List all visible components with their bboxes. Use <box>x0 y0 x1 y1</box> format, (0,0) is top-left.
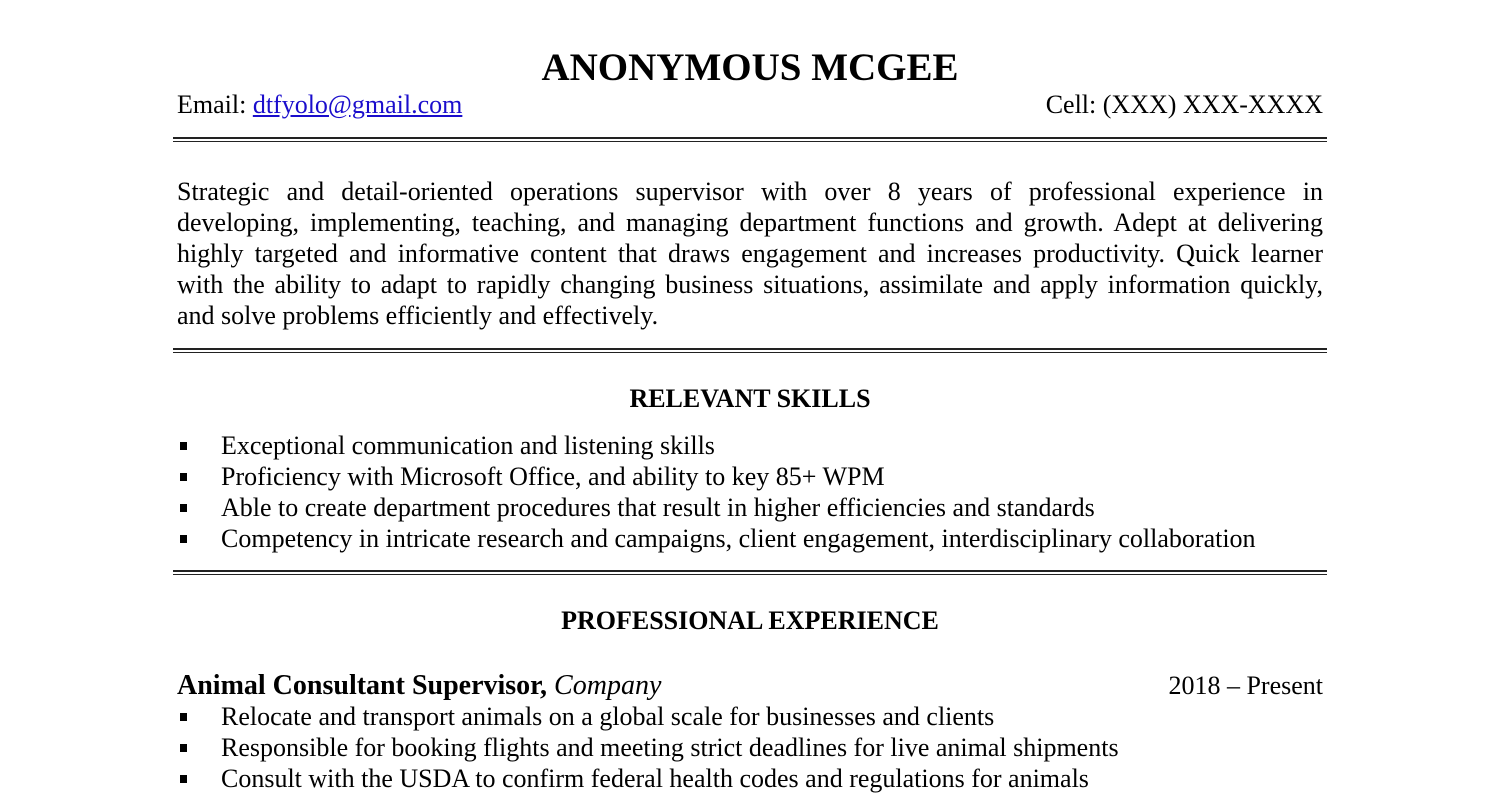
summary-line: highly targeted and informative content that draws engagement and increases productivity. Quick learner <box>177 239 1323 268</box>
square-bullet-icon <box>180 775 187 783</box>
summary-paragraph <box>177 176 1323 331</box>
square-bullet-icon <box>180 442 187 450</box>
contact-line <box>177 89 1323 121</box>
duty-text: Relocate and transport animals on a global scale for businesses and clients <box>221 702 995 731</box>
square-bullet-icon <box>180 744 187 752</box>
divider <box>173 570 1327 575</box>
duty-text: Responsible for booking flights and meeting strict deadlines for live animal shipments <box>221 733 1119 762</box>
skill-text: Able to create department procedures that result in higher efficiencies and standards <box>221 493 1095 522</box>
divider <box>173 137 1327 142</box>
divider <box>173 348 1327 353</box>
email-label: Email: <box>177 90 253 119</box>
list-item <box>177 461 1327 492</box>
job-title: Animal Consultant Supervisor, <box>177 670 548 701</box>
skill-text: Exceptional communication and listening skills <box>221 431 715 460</box>
list-item <box>177 430 1327 461</box>
summary-line: Strategic and detail-oriented operations supervisor with over 8 years of professional experience in <box>177 177 1323 206</box>
square-bullet-icon <box>180 535 187 543</box>
email-field <box>177 89 462 121</box>
cell-phone: Cell: (XXX) XXX-XXXX <box>1045 90 1323 119</box>
skills-list <box>177 430 1327 554</box>
job-bullets <box>177 701 1327 794</box>
square-bullet-icon <box>180 504 187 512</box>
skill-text: Competency in intricate research and campaigns, client engagement, interdisciplinary collaboration <box>221 524 1256 553</box>
list-item <box>177 523 1327 554</box>
list-item <box>177 763 1327 794</box>
resume-name: ANONYMOUS MCGEE <box>541 46 959 89</box>
square-bullet-icon <box>180 473 187 481</box>
experience-heading: PROFESSIONAL EXPERIENCE <box>561 606 939 635</box>
duty-text: Consult with the USDA to confirm federal health codes and regulations for animals <box>221 764 1089 793</box>
square-bullet-icon <box>180 713 187 721</box>
job-dates: 2018 – Present <box>1168 671 1323 700</box>
job-company: Company <box>554 670 662 701</box>
summary-line: developing, implementing, teaching, and managing department functions and growth. Adept at delivering <box>177 208 1323 237</box>
skills-heading: RELEVANT SKILLS <box>629 384 871 413</box>
list-item <box>177 492 1327 523</box>
summary-line: with the ability to adapt to rapidly changing business situations, assimilate and apply information quickly, <box>177 270 1323 299</box>
skill-text: Proficiency with Microsoft Office, and ability to key 85+ WPM <box>221 462 885 491</box>
summary-line: and solve problems efficiently and effectively. <box>177 301 659 330</box>
list-item <box>177 732 1327 763</box>
job-header <box>177 669 1323 703</box>
list-item <box>177 701 1327 732</box>
email-link[interactable]: dtfyolo@gmail.com <box>252 90 463 119</box>
